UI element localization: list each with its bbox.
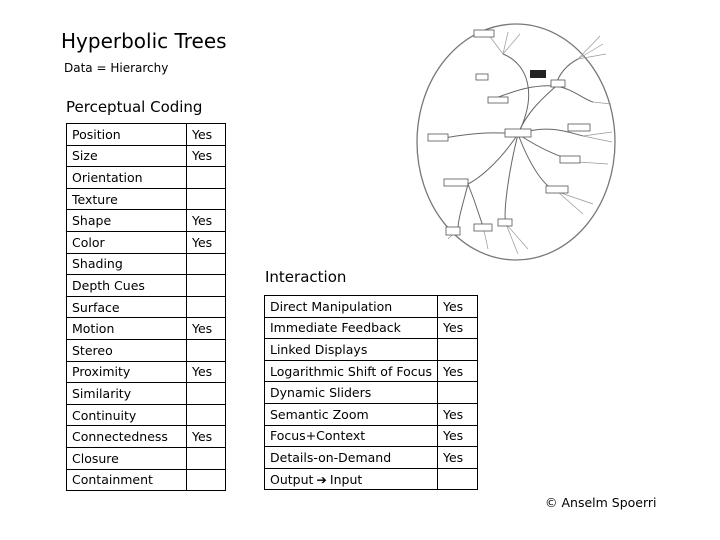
row-value: Yes [187, 318, 226, 340]
row-label: Details-on-Demand [265, 447, 438, 469]
row-label: Depth Cues [67, 275, 187, 297]
perceptual-coding-heading: Perceptual Coding [66, 98, 203, 116]
table-row [265, 317, 478, 339]
row-value [438, 339, 478, 361]
row-value [187, 253, 226, 275]
row-label [265, 468, 438, 490]
table-row [265, 468, 478, 490]
table-row [67, 361, 226, 383]
row-value [187, 447, 226, 469]
table-row [67, 296, 226, 318]
output-label: Output [270, 471, 314, 487]
tree-leaf-fans [448, 32, 612, 254]
row-label: Focus+Context [265, 425, 438, 447]
row-label: Shading [67, 253, 187, 275]
row-label: Proximity [67, 361, 187, 383]
row-value [438, 468, 478, 490]
row-label: Linked Displays [265, 339, 438, 361]
table-row [67, 124, 226, 146]
credit-text: © Anselm Spoerri [545, 495, 657, 510]
page-subtitle: Data = Hierarchy [64, 61, 169, 75]
row-value: Yes [438, 425, 478, 447]
row-label: Orientation [67, 167, 187, 189]
row-value: Yes [187, 426, 226, 448]
table-row [67, 469, 226, 491]
row-label: Color [67, 231, 187, 253]
row-value: Yes [187, 210, 226, 232]
table-row [67, 339, 226, 361]
table-row [265, 339, 478, 361]
row-label: Motion [67, 318, 187, 340]
table-row [67, 253, 226, 275]
row-label: Containment [67, 469, 187, 491]
row-value [187, 188, 226, 210]
row-value: Yes [438, 360, 478, 382]
table-row [265, 447, 478, 469]
table-row [67, 210, 226, 232]
row-label: Shape [67, 210, 187, 232]
row-value [187, 404, 226, 426]
row-value: Yes [187, 231, 226, 253]
row-value: Yes [187, 145, 226, 167]
row-value [187, 339, 226, 361]
table-row [67, 426, 226, 448]
row-value [187, 275, 226, 297]
table-row [265, 382, 478, 404]
row-value: Yes [438, 447, 478, 469]
tree-focus-node [530, 70, 546, 78]
row-label: Stereo [67, 339, 187, 361]
row-label: Semantic Zoom [265, 403, 438, 425]
hyperbolic-tree-figure [408, 14, 618, 274]
row-label: Direct Manipulation [265, 296, 438, 318]
row-value: Yes [187, 124, 226, 146]
row-label: Logarithmic Shift of Focus [265, 360, 438, 382]
row-value [187, 469, 226, 491]
row-label: Texture [67, 188, 187, 210]
interaction-heading: Interaction [265, 268, 347, 286]
perceptual-coding-table [66, 123, 226, 491]
table-row [67, 275, 226, 297]
table-row [265, 360, 478, 382]
table-row [67, 404, 226, 426]
row-value: Yes [438, 296, 478, 318]
row-label: Continuity [67, 404, 187, 426]
row-label: Size [67, 145, 187, 167]
table-row [67, 447, 226, 469]
row-label: Connectedness [67, 426, 187, 448]
row-value: Yes [438, 403, 478, 425]
row-value [187, 296, 226, 318]
interaction-table [264, 295, 478, 490]
arrow-right-icon: ➔ [316, 471, 327, 487]
table-row [265, 425, 478, 447]
row-label: Surface [67, 296, 187, 318]
row-value [438, 382, 478, 404]
table-row [265, 296, 478, 318]
input-label: Input [329, 471, 363, 487]
row-value [187, 383, 226, 405]
row-label: Dynamic Sliders [265, 382, 438, 404]
table-row [67, 145, 226, 167]
page-title: Hyperbolic Trees [61, 29, 227, 53]
table-row [67, 318, 226, 340]
tree-node-labels [428, 30, 590, 235]
row-value: Yes [187, 361, 226, 383]
row-value [187, 167, 226, 189]
row-label: Immediate Feedback [265, 317, 438, 339]
row-label: Similarity [67, 383, 187, 405]
row-value: Yes [438, 317, 478, 339]
table-row [67, 231, 226, 253]
table-row [67, 188, 226, 210]
row-label: Closure [67, 447, 187, 469]
table-row [67, 167, 226, 189]
table-row [265, 403, 478, 425]
row-label: Position [67, 124, 187, 146]
table-row [67, 383, 226, 405]
